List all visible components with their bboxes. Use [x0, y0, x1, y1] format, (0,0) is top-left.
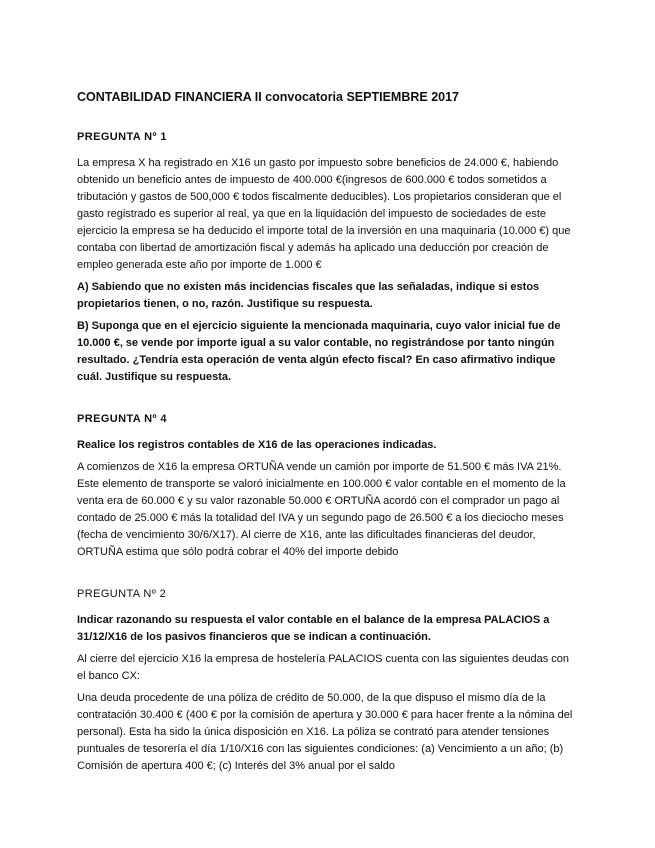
question-4-body: A comienzos de X16 la empresa ORTUÑA vende un camión por importe de 51.500 € más IVA 21%. Este elemento de transporte se valoró inicialmente en 100.000 € valor contable en el momento de la venta era de 60.000 € y su valor razonable 50.000 € ORTUÑA acordó con el comprador un pago al contado de 25.000 € más la totalidad del IVA y un segundo pago de 26.500 € a los dieciocho meses (fecha de vencimiento 30/6/X17). Al cierre de X16, ante las dificultades financieras del deudor, ORTUÑA estima que sólo podrá cobrar el 40% del importe debido [77, 461, 566, 558]
question-1-part-a: A) Sabiendo que no existen más incidencias fiscales que las señaladas, indique si estos propietarios tienen, o no, razón. Justifique su respuesta. [77, 281, 540, 310]
document-title: CONTABILIDAD FINANCIERA II convocatoria SEPTIEMBRE 2017 [77, 90, 460, 104]
question-1-heading: PREGUNTA Nº 1 [77, 131, 167, 143]
question-4-instruction: Realice los registros contables de X16 de las operaciones indicadas. [77, 439, 437, 451]
document-content [77, 90, 577, 775]
question-4-section [77, 413, 577, 561]
question-4-heading: PREGUNTA Nº 4 [77, 413, 167, 425]
question-1-body: La empresa X ha registrado en X16 un gasto por impuesto sobre beneficios de 24.000 €, habiendo obtenido un beneficio antes de impuesto de 400.000 €(ingresos de 600.000 € todos sometidos a tributación y gastos de 500,000 € todos fiscalmente deducibles). Los propietarios consideran que el gasto registrado es superior al real, ya que en la liquidación del impuesto de sociedades de este ejercicio la empresa se ha deducido el importe total de la inversión en una maquinaria (10.000 €) que contaba con libertad de amortización fiscal y además ha aplicado una deducción por creación de empleo generada este año por importe de 1.000 € [77, 157, 571, 271]
question-1-section [77, 131, 577, 386]
question-2-instruction: Indicar razonando su respuesta el valor contable en el balance de la empresa PALACIOS a 31/12/X16 de los pasivos financieros que se indican a continuación. [77, 614, 550, 643]
question-2-body: Una deuda procedente de una póliza de crédito de 50.000, de la que dispuso el mismo día de la contratación 30.400 € (400 € por la comisión de apertura y 30.000 € para hacer frente a la nómina del personal). Esta ha sido la única disposición en X16. La póliza se contrató para atender tensiones puntuales de tesorería el día 1/10/X16 con las siguientes condiciones: (a) Vencimiento a un año; (b) Comisión de apertura 400 €; (c) Interés del 3% anual por el saldo [77, 692, 573, 772]
question-2-intro: Al cierre del ejercicio X16 la empresa de hostelería PALACIOS cuenta con las siguientes deudas con el banco CX: [77, 653, 570, 682]
question-1-part-b: B) Suponga que en el ejercicio siguiente la mencionada maquinaria, cuyo valor inicial fue de 10.000 €, se vende por importe igual a su valor contable, no registrándose por tanto ningún resultado. ¿Tendría esta operación de venta algún efecto fiscal? En caso afirmativo indique cuál. Justifique su respuesta. [77, 320, 561, 383]
question-2-heading: PREGUNTA Nº 2 [77, 588, 167, 600]
question-2-section [77, 588, 577, 775]
